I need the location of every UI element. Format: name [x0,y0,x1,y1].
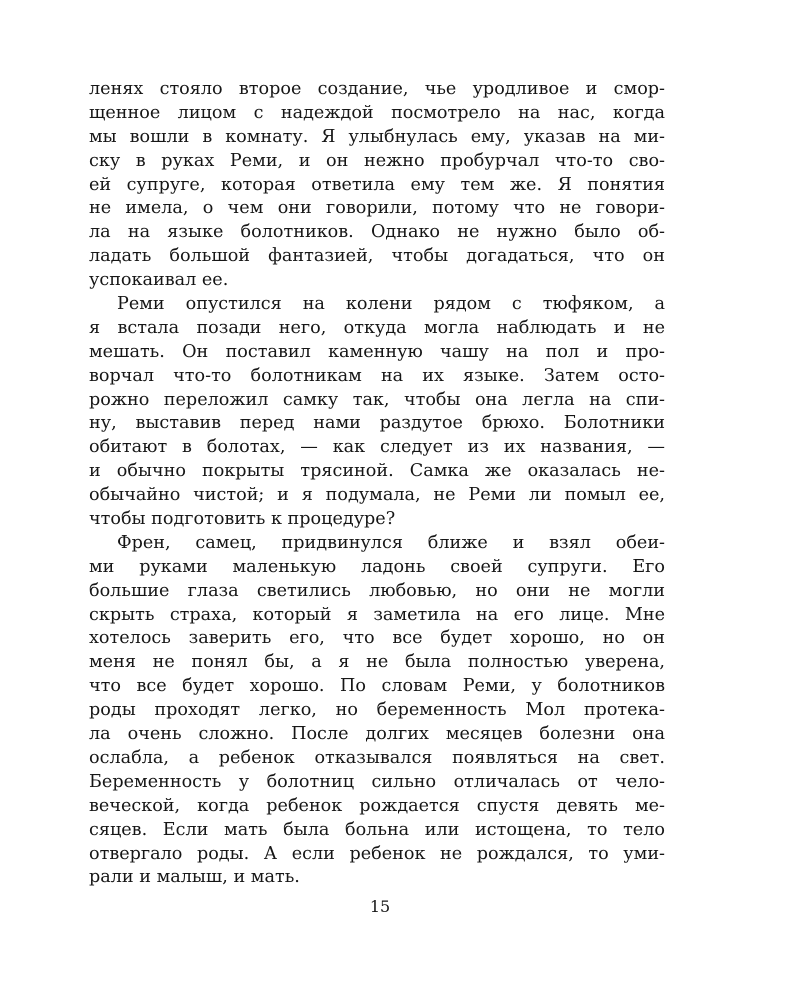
text-line: ла очень сложно. После долгих месяцев болезни она [89,724,665,745]
text-line: мы вошли в комнату. Я улыбнулась ему, указав на ми- [89,126,665,147]
text-line: успокаивал ее. [89,270,229,291]
text-line: мешать. Он поставил каменную чашу на пол и про- [89,341,665,362]
text-line: ворчал что-то болотникам на их языке. Затем осто- [89,365,665,386]
paragraph-first-line: Френ, самец, придвинулся ближе и взял обеи- [117,532,665,553]
text-line: отвергало роды. А если ребенок не рождался, то уми- [89,843,665,864]
text-line: щенное лицом с надеждой посмотрело на нас, когда [89,102,665,123]
text-line: веческой, когда ребенок рождается спустя девять ме- [89,795,665,816]
text-line: что все будет хорошо. По словам Реми, у болотников [89,676,665,697]
text-line: обитают в болотах, — как следует из их названия, — [89,437,665,458]
text-line: Беременность у болотниц сильно отличалась от чело- [89,771,665,792]
text-line: рожно переложил самку так, чтобы она легла на спи- [89,389,665,410]
text-line: сяцев. Если мать была больна или истощена, то тело [89,819,665,840]
text-line: ла на языке болотников. Однако не нужно было об- [89,222,665,243]
page-number: 15 [369,897,391,916]
paragraph-first-line: Реми опустился на колени рядом с тюфяком, а [117,294,665,315]
text-line: ей супруге, которая ответила ему тем же. Я понятия [89,174,665,195]
text-line: я встала позади него, откуда могла наблюдать и не [89,317,665,338]
text-line: рали и малыш, и мать. [89,867,300,888]
text-line: роды проходят легко, но беременность Мол протека- [89,700,665,721]
text-line: большие глаза светились любовью, но они не могли [89,580,665,601]
text-line: ладать большой фантазией, чтобы догадаться, что он [89,246,665,267]
text-line: не имела, о чем они говорили, потому что не говори- [89,198,665,219]
text-line: чтобы подготовить к процедуре? [89,509,396,530]
text-line: обычайно чистой; и я подумала, не Реми ли помыл ее, [89,485,665,506]
body-text [89,78,665,890]
text-line: и обычно покрыты трясиной. Самка же оказалась не- [89,461,665,482]
text-line: хотелось заверить его, что все будет хорошо, но он [89,628,665,649]
text-line: меня не понял бы, а я не была полностью уверена, [89,652,665,673]
text-line: скрыть страха, который я заметила на его лице. Мне [89,604,665,625]
text-line: ску в руках Реми, и он нежно пробурчал что-то сво- [89,150,665,171]
text-line: ми руками маленькую ладонь своей супруги. Его [89,556,665,577]
text-line: ну, выставив перед нами раздутое брюхо. Болотники [89,413,665,434]
text-line: ленях стояло второе создание, чье уродливое и смор- [89,79,665,99]
text-line: ослабла, а ребенок отказывался появляться на свет. [89,747,665,768]
